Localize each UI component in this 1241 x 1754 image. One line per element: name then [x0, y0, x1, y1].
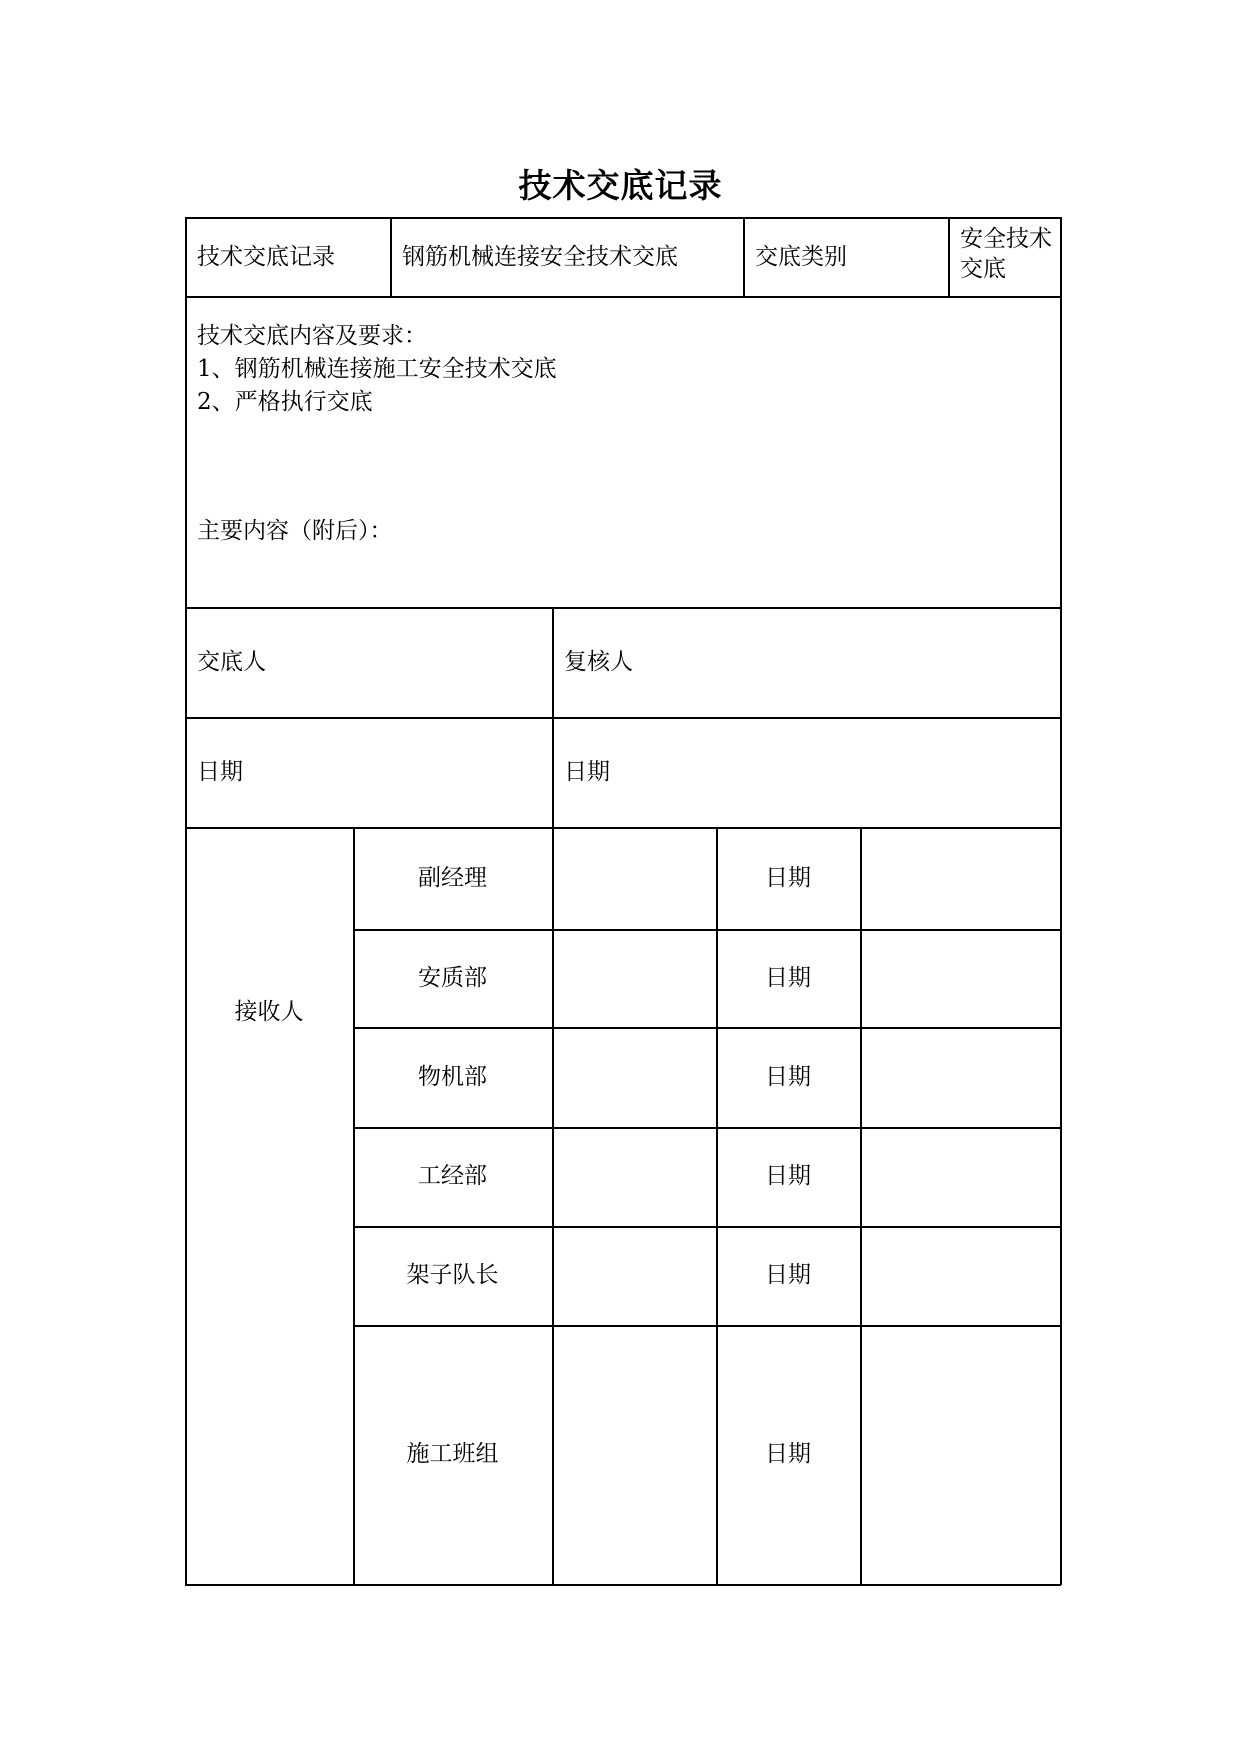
receiver-role: 施工班组	[406, 1441, 499, 1467]
receiver-date-label: 日期	[765, 1262, 811, 1288]
receiver-date-label: 日期	[765, 1163, 811, 1189]
receiver-role: 架子队长	[406, 1262, 499, 1288]
header-category-value	[948, 217, 1060, 297]
reviewer-date-label: 日期	[564, 758, 610, 785]
main-content-label: 主要内容（附后）：	[197, 518, 393, 544]
receiver-date-label: 日期	[765, 1441, 811, 1467]
page-title: 技术交底记录	[518, 166, 723, 205]
receiver-date-label: 日期	[765, 1063, 811, 1090]
table-border-bottom	[185, 1584, 1061, 1586]
receiver-role: 安质部	[418, 964, 487, 991]
presenter-label: 交底人	[197, 648, 266, 675]
content-item: 1、钢筋机械连接施工安全技术交底	[197, 356, 557, 382]
content-item: 2、严格执行交底	[197, 389, 373, 415]
table-divider	[860, 827, 862, 1585]
receivers-label: 接收人	[234, 999, 304, 1025]
presenter-date-label: 日期	[197, 758, 243, 785]
reviewer-label: 复核人	[564, 648, 633, 675]
header-record-label: 技术交底记录	[197, 243, 335, 270]
content-section	[185, 296, 1061, 607]
receiver-role: 工经部	[418, 1163, 487, 1189]
table-divider	[552, 827, 554, 1585]
receiver-role: 副经理	[418, 864, 487, 891]
header-subject: 钢筋机械连接安全技术交底	[402, 243, 678, 270]
receiver-date-label: 日期	[765, 864, 811, 891]
header-category-value-text: 安全技术交底	[960, 226, 1052, 282]
receiver-role: 物机部	[418, 1063, 487, 1090]
content-heading: 技术交底内容及要求：	[197, 323, 427, 349]
receiver-date-label: 日期	[765, 964, 811, 991]
header-category-label: 交底类别	[755, 243, 847, 270]
